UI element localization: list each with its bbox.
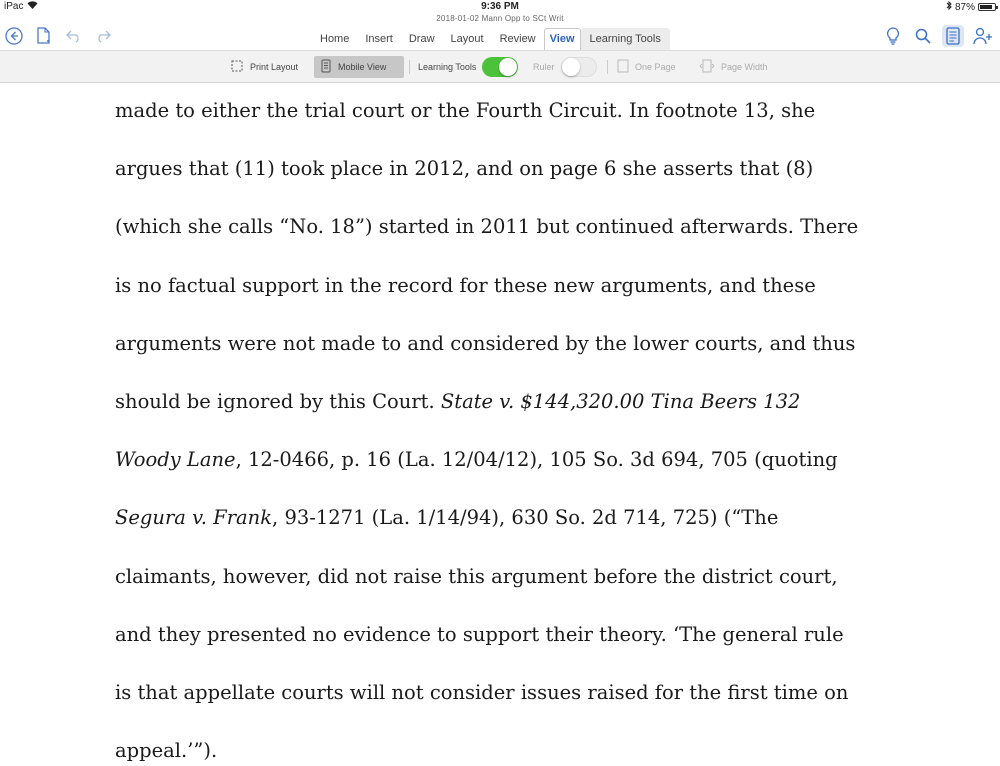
learning-tools-toggle[interactable] [482, 57, 518, 77]
paragraph-line [115, 678, 848, 708]
page-width-icon [699, 59, 715, 75]
learning-tools-toggle-group [412, 56, 532, 78]
paragraph-line [115, 96, 815, 126]
paragraph-line [115, 212, 858, 242]
text-run: is that appellate courts will not consider issues raised for the first time on [115, 681, 849, 704]
tab-insert[interactable]: Insert [365, 33, 393, 45]
redo-icon[interactable] [93, 26, 113, 46]
ruler-toggle-group [527, 56, 607, 78]
status-time: 9:36 PM [481, 1, 519, 12]
undo-icon[interactable] [64, 26, 84, 46]
text-run: (which she calls “No. 18”) started in 2011 but continued afterwards. There [115, 215, 859, 239]
one-page-button[interactable] [611, 56, 689, 78]
paragraph-line [115, 620, 844, 650]
mobile-view-label: Mobile View [338, 62, 387, 72]
paragraph-line [115, 387, 800, 417]
battery-percent: 87% [954, 1, 975, 13]
paragraph-line [115, 736, 217, 766]
tab-home[interactable]: Home [320, 33, 350, 45]
paragraph-line [115, 271, 816, 301]
one-page-icon [617, 59, 629, 75]
text-run: arguments were not made to and considered by the lower courts, and thus [115, 331, 856, 355]
text-run: appeal.’”). [115, 739, 218, 763]
text-run: claimants, however, did not raise this argument before the district court, [115, 564, 838, 588]
tab-review[interactable]: Review [499, 33, 536, 45]
document-view-icon[interactable] [942, 25, 964, 47]
text-run: made to either the trial court or the Fourth Circuit. In footnote 13, she [115, 99, 816, 122]
toolbar-divider [607, 60, 608, 74]
battery-level [980, 5, 992, 9]
print-layout-label: Print Layout [250, 62, 299, 72]
tab-layout[interactable]: Layout [450, 33, 484, 45]
case-citation: State v. $144,320.00 Tina Beers 132 [440, 390, 801, 413]
back-icon[interactable] [4, 26, 24, 46]
text-run: should be ignored by this Court. [115, 390, 441, 413]
lightbulb-icon[interactable] [882, 25, 904, 47]
view-toolbar [0, 50, 1000, 83]
ruler-toggle[interactable] [561, 57, 597, 77]
text-run: , 12-0466, p. 16 (La. 12/04/12), 105 So. 3d 694, 705 (quoting [235, 448, 838, 472]
carrier-label: iPac [4, 1, 24, 12]
toggle-knob [562, 58, 580, 76]
mobile-view-button[interactable] [314, 56, 404, 78]
document-title: 2018-01-02 Mann Opp to SCt Writ [436, 14, 564, 23]
ribbon-tab-row [0, 24, 1000, 50]
one-page-label: One Page [635, 62, 676, 72]
page-width-button[interactable] [693, 56, 783, 78]
tab-draw[interactable]: Draw [408, 33, 435, 45]
paragraph-line [115, 562, 838, 592]
search-icon[interactable] [912, 25, 934, 47]
share-person-icon[interactable] [972, 25, 994, 47]
case-citation: Segura v. Frank [115, 506, 273, 530]
paragraph-line [115, 503, 778, 533]
tab-learning-tools[interactable]: Learning Tools [581, 28, 670, 50]
print-layout-button[interactable] [224, 56, 310, 78]
paragraph-line [115, 445, 838, 475]
file-icon[interactable] [34, 26, 54, 46]
toolbar-divider [409, 60, 410, 74]
page-width-label: Page Width [721, 62, 768, 72]
bluetooth-icon [946, 1, 952, 13]
ribbon-tabs [312, 28, 670, 51]
ruler-label: Ruler [533, 62, 555, 72]
battery-icon [978, 3, 996, 11]
toggle-knob [499, 58, 517, 76]
text-run: argues that (11) took place in 2012, and on page 6 she asserts that (8) [115, 157, 814, 181]
case-citation: Woody Lane [115, 448, 236, 472]
text-run: is no factual support in the record for these new arguments, and these [115, 273, 816, 297]
status-bar [0, 0, 1000, 14]
text-run: , 93-1271 (La. 1/14/94), 630 So. 2d 714, 725) (“The [272, 506, 779, 530]
text-run: and they presented no evidence to support their theory. ‘The general rule [115, 622, 844, 646]
print-layout-icon [230, 59, 244, 75]
learning-tools-label: Learning Tools [418, 62, 477, 72]
paragraph-line [115, 329, 855, 359]
mobile-view-icon [320, 59, 332, 75]
ribbon-right-actions [882, 25, 994, 47]
paragraph-line [115, 154, 813, 184]
tab-view[interactable]: View [544, 28, 581, 51]
